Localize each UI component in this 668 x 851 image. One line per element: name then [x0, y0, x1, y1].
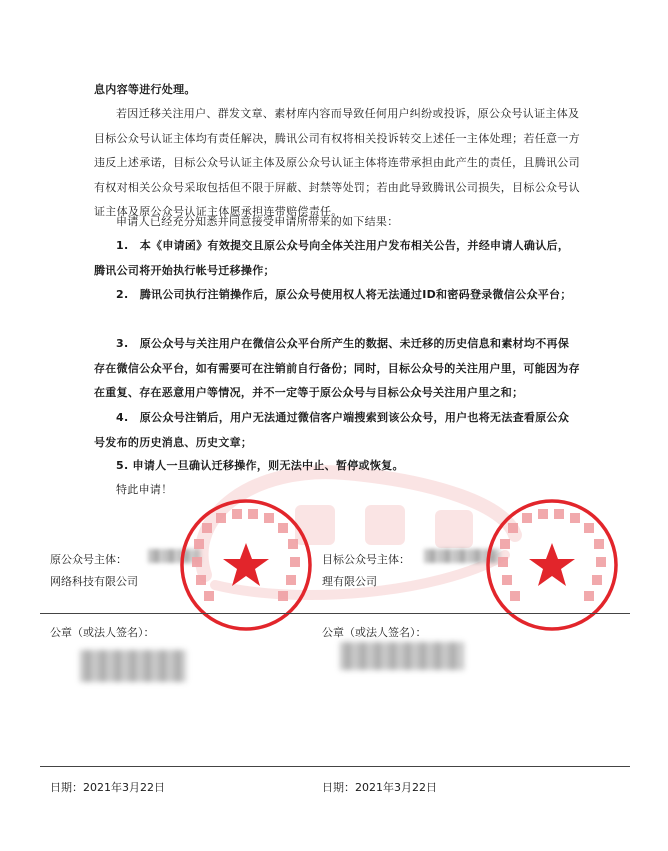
left-company-name: 网络科技有限公司 — [50, 575, 138, 588]
right-company-name: 理有限公司 — [322, 575, 377, 588]
list-item-5: 5. 申请人一旦确认迁移操作，则无法中止、暂停或恢复。 — [116, 459, 404, 472]
right-seal-label: 公章（或法人签名）： — [322, 626, 427, 639]
list-item-4: 4. 原公众号注销后，用户无法通过微信客户端搜索到该公众号，用户也将无法查看原公众号发布的历史消息、历史文章； — [94, 411, 570, 449]
intro-line: 申请人已经充分知悉并同意接受申请所带来的如下结果： — [116, 215, 399, 228]
right-subject-label: 目标公众号主体： — [322, 553, 410, 566]
left-seal-label: 公章（或法人签名）： — [50, 626, 155, 639]
left-subject-label: 原公众号主体： — [50, 553, 127, 566]
divider-bottom — [40, 766, 630, 767]
closing-line: 特此申请！ — [116, 483, 173, 496]
divider-top — [40, 613, 630, 614]
right-date: 日期：2021年3月22日 — [322, 781, 437, 794]
right-signature-redacted — [340, 642, 464, 670]
left-signature-redacted — [80, 650, 186, 682]
red-star-seal-icon — [482, 495, 622, 635]
left-date: 日期：2021年3月22日 — [50, 781, 165, 794]
continued-line: 息内容等进行处理。 — [94, 83, 196, 96]
risk-paragraph: 若因迁移关注用户、群发文章、素材库内容而导致任何用户纠纷或投诉，原公众号认证主体及目标公众号认证主体均有责任解决，腾讯公司有权将相关投诉转交上述任一主体处理；若任意一方违反上述承诺，目标公众号认证主体及原公众号认证主体将连带承担由此产生的责任，且腾讯公司有权对相关公众号采取包括但不限于屏蔽、封禁等处罚；若由此导致腾讯公司损失，目标公众号认证主体及原公众号认证主体愿承担连带赔偿责任。 — [94, 107, 580, 218]
list-item-1: 1. 本《申请函》有效提交且原公众号向全体关注用户发布相关公告，并经申请人确认后，腾讯公司将开始执行帐号迁移操作； — [94, 239, 570, 277]
list-item-3: 3. 原公众号与关注用户在微信公众平台所产生的数据、未迁移的历史信息和素材均不再保存在微信公众平台，如有需要可在注销前自行备份；同时，目标公众号的关注用户里，可能因为存在重复、存在恶意用户等情况，并不一定等于原公众号与目标公众号关注用户里之和； — [94, 337, 580, 399]
red-star-seal-icon — [176, 495, 316, 635]
list-item-2: 2. 腾讯公司执行注销操作后，原公众号使用权人将无法通过ID和密码登录微信公众平台； — [116, 288, 572, 301]
